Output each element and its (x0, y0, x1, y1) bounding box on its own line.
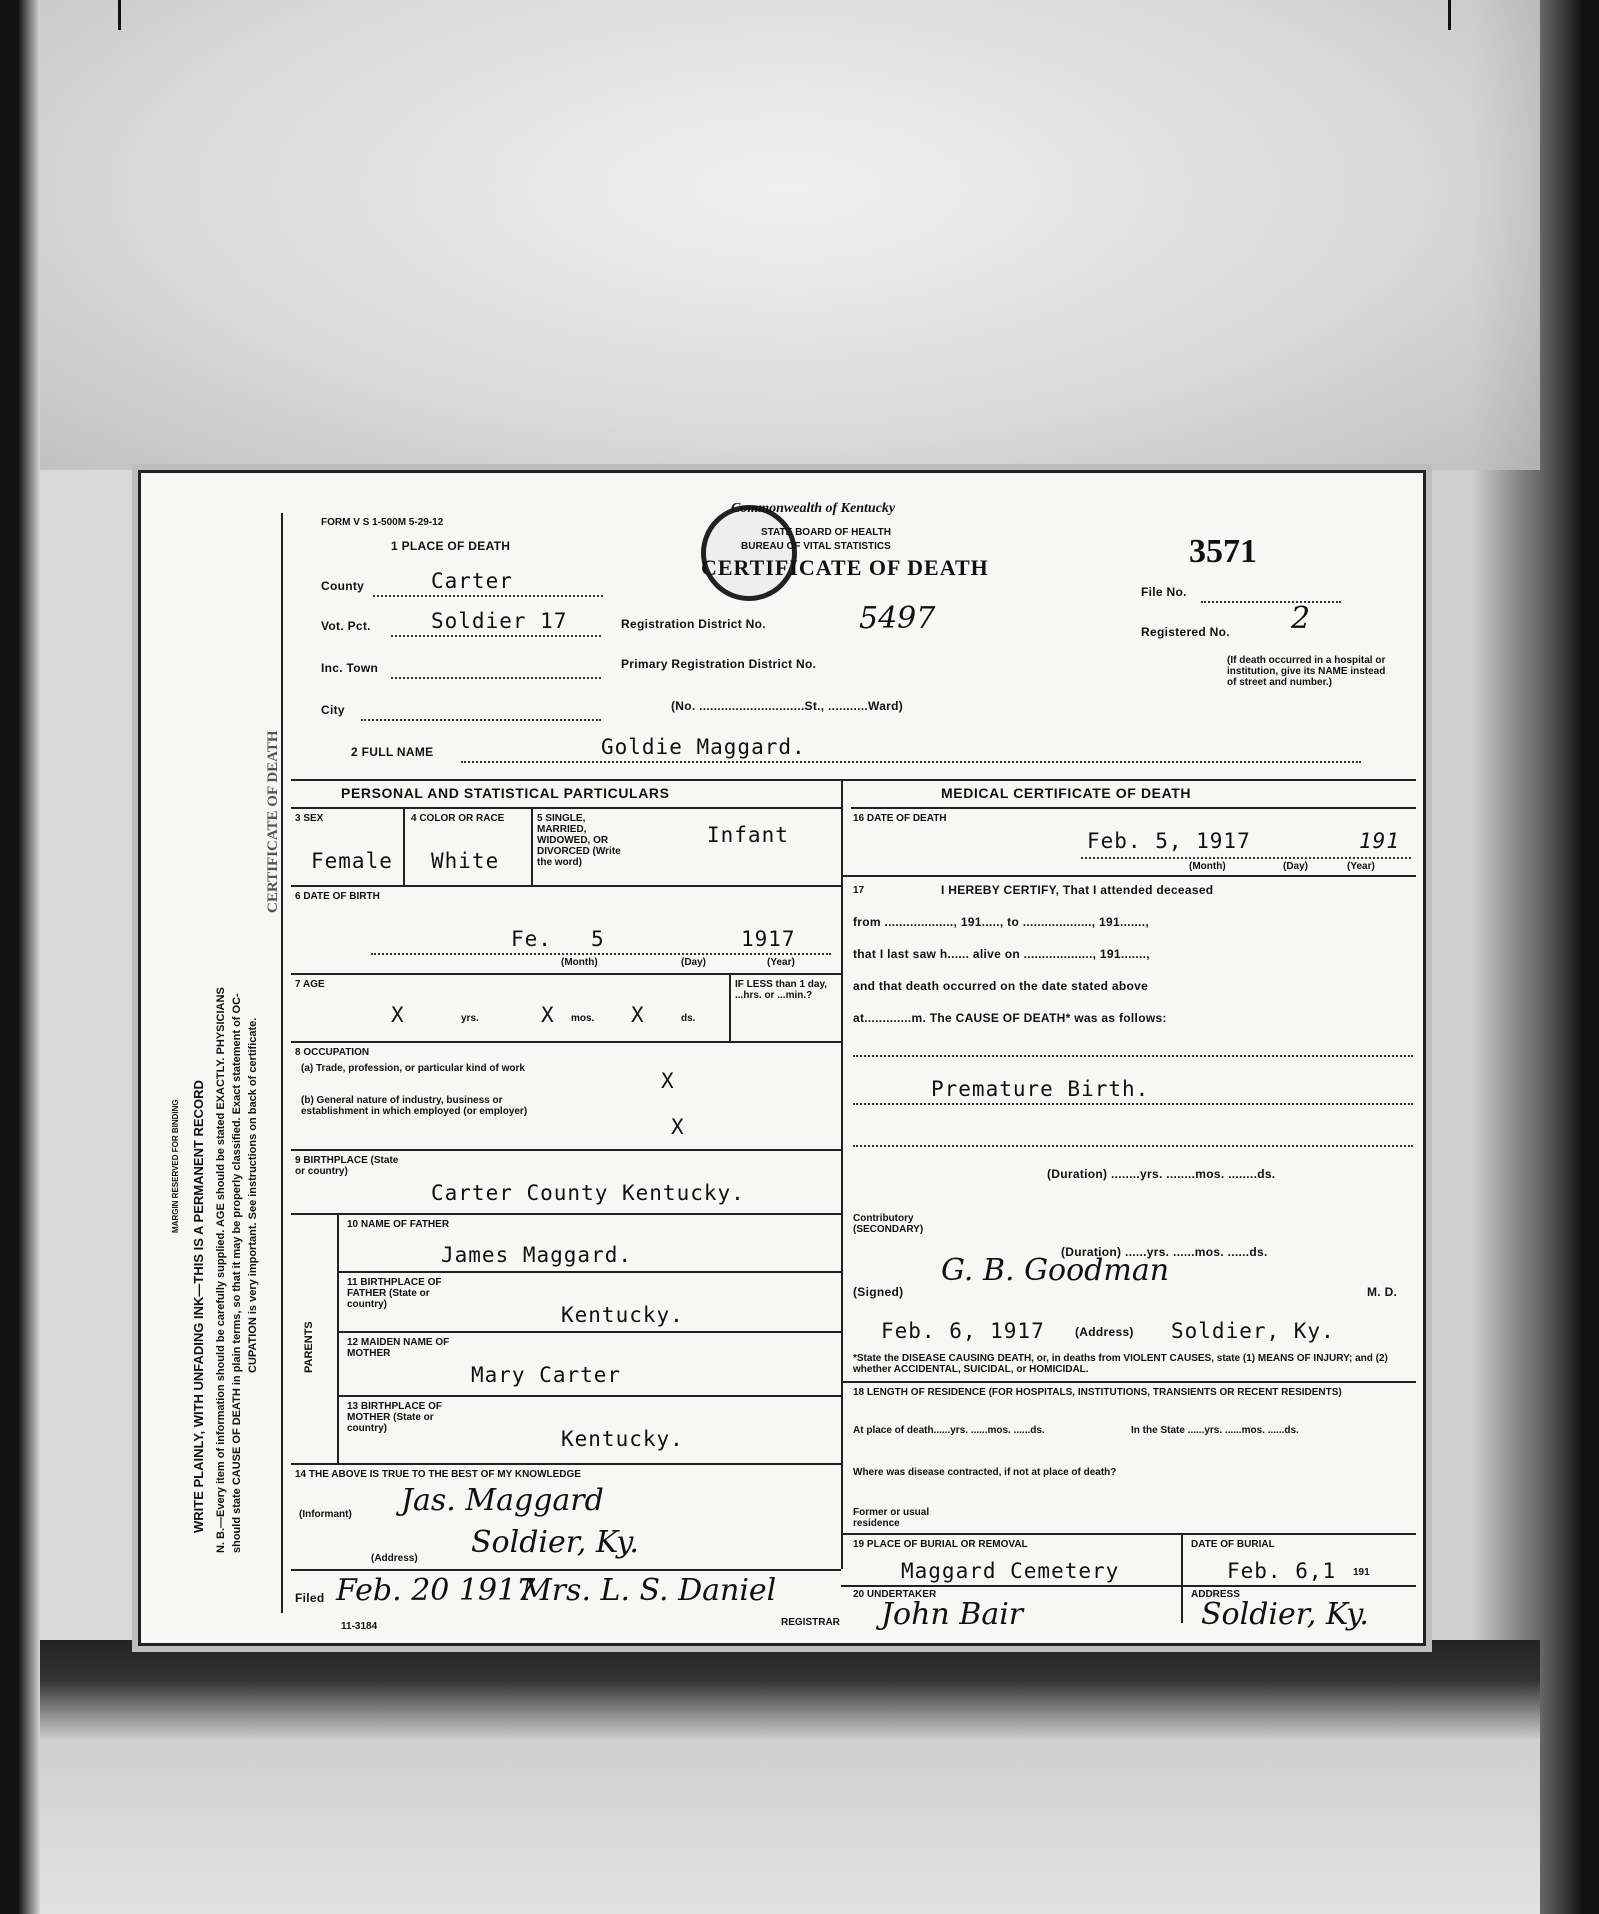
if-less-note: IF LESS than 1 day, ...hrs. or ...min.? (735, 979, 828, 1001)
file-no-line (1201, 601, 1341, 603)
date-of-death-year-suffix: 191 (1359, 829, 1400, 853)
rule (337, 1395, 841, 1397)
margin-stamp: CERTIFICATE OF DEATH (265, 730, 281, 913)
state-seal (701, 505, 797, 601)
mother-name-label: 12 MAIDEN NAME OF MOTHER (347, 1337, 450, 1359)
informant-heading: 14 THE ABOVE IS TRUE TO THE BEST OF MY KNOWLEDGE (295, 1469, 581, 1480)
vot-pct-value: Soldier 17 (431, 609, 568, 633)
residence-label: 18 LENGTH OF RESIDENCE (FOR HOSPITALS, INSTITUTIONS, TRANSIENTS OR RECENT RESIDENTS) (853, 1387, 1342, 1398)
registrar-signature: Mrs. L. S. Daniel (521, 1573, 777, 1608)
undertaker-address-label: ADDRESS (1191, 1589, 1240, 1600)
certify-text: I HEREBY CERTIFY, That I attended deceased (941, 883, 1214, 897)
hospital-note: (If death occurred in a hospital or institution, give its NAME instead of street and number.) (1227, 655, 1386, 688)
county-value: Carter (431, 569, 513, 593)
cell-divider (729, 973, 731, 1041)
dob-year: 1917 (741, 927, 796, 951)
occupation-b-value: X (671, 1115, 685, 1139)
father-birthplace-label: 11 BIRTHPLACE OF FATHER (State or country) (347, 1277, 442, 1310)
informant-address-label: (Address) (371, 1553, 418, 1564)
town-label: Inc. Town (321, 661, 379, 675)
mother-name-value: Mary Carter (471, 1363, 622, 1387)
father-name-value: James Maggard. (441, 1243, 633, 1267)
rule (841, 875, 1416, 877)
registration-district-label: Registration District No. (621, 617, 766, 631)
undertaker-label: 20 UNDERTAKER (853, 1589, 937, 1600)
burial-place-label: 19 PLACE OF BURIAL OR REMOVAL (853, 1539, 1028, 1550)
rule (337, 1271, 841, 1273)
dob-day-caption: (Day) (681, 957, 707, 968)
color-label: 4 COLOR OR RACE (411, 813, 505, 824)
file-no-label: File No. (1141, 585, 1187, 599)
primary-registration-label: Primary Registration District No. (621, 657, 817, 671)
rule (337, 1331, 841, 1333)
sex-label: 3 SEX (295, 813, 324, 824)
city-label: City (321, 703, 345, 717)
section-rule (291, 779, 1416, 781)
certify-number: 17 (853, 885, 865, 896)
rule (291, 973, 841, 975)
vot-pct-line (391, 635, 601, 637)
death-day-caption: (Day) (1283, 861, 1309, 872)
physician-signature: G. B. Goodman (941, 1253, 1170, 1288)
rule (291, 1569, 841, 1571)
burial-place-value: Maggard Cemetery (901, 1559, 1120, 1583)
md-label: M. D. (1367, 1285, 1398, 1299)
rule (841, 1381, 1416, 1383)
age-years-unit: yrs. (461, 1013, 479, 1024)
street-label: (No. .............................St., ...........Ward) (671, 699, 904, 713)
binding-line (281, 513, 283, 1613)
age-days: X (631, 1003, 645, 1027)
dob-label: 6 DATE OF BIRTH (295, 891, 380, 902)
cell-divider (1181, 1533, 1183, 1623)
residence-at-place: At place of death......yrs. ......mos. ......ds. (853, 1425, 1045, 1436)
dob-line (371, 953, 831, 955)
rule (291, 885, 841, 887)
disease-contracted-label: Where was disease contracted, if not at place of death? (853, 1467, 1117, 1478)
informant-signature: Jas. Maggard (401, 1483, 604, 1518)
occupation-a-label: (a) Trade, profession, or particular kind of work (301, 1063, 525, 1074)
mother-birthplace-label: 13 BIRTHPLACE OF MOTHER (State or country) (347, 1401, 443, 1434)
print-code: 11-3184 (341, 1621, 378, 1632)
age-months: X (541, 1003, 555, 1027)
cause-line (853, 1055, 1413, 1057)
burial-date-label: DATE OF BURIAL (1191, 1539, 1275, 1550)
date-of-death-value: Feb. 5, 1917 (1087, 829, 1251, 853)
edge-mark (1448, 0, 1451, 30)
personal-heading: PERSONAL AND STATISTICAL PARTICULARS (341, 785, 670, 801)
rule (291, 1041, 841, 1043)
birthplace-label: 9 BIRTHPLACE (State or country) (295, 1155, 399, 1177)
full-name-label: 2 FULL NAME (351, 745, 434, 759)
residence-in-state: In the State ......yrs. ......mos. ......ds. (1131, 1425, 1299, 1436)
registered-no-label: Registered No. (1141, 625, 1230, 639)
death-certificate (138, 470, 1426, 1646)
filed-label: Filed (295, 1591, 325, 1605)
father-birthplace-value: Kentucky. (561, 1303, 684, 1327)
rule (291, 1149, 841, 1151)
signed-label: (Signed) (853, 1285, 904, 1299)
dob-day: 5 (591, 927, 605, 951)
registered-no-value: 2 (1291, 601, 1311, 636)
edge-mark (118, 0, 121, 30)
town-line (391, 677, 601, 679)
sex-value: Female (311, 849, 393, 873)
cause-value: Premature Birth. (931, 1077, 1150, 1101)
rule (291, 1463, 841, 1465)
cause-line (853, 1103, 1413, 1105)
signed-date: Feb. 6, 1917 (881, 1319, 1045, 1343)
rule (291, 1213, 841, 1215)
attended-from-line: from ..................., 191....., to ..................., 191......., (853, 915, 1150, 929)
death-year-caption: (Year) (1347, 861, 1375, 872)
full-name-line (461, 761, 1361, 763)
dob-year-caption: (Year) (767, 957, 795, 968)
age-years: X (391, 1003, 405, 1027)
margin-instructions-3: CUPATION is very important. See instructions on back of certificate. (247, 1017, 259, 1373)
rule (291, 807, 841, 809)
marital-value: Infant (707, 823, 789, 847)
county-line (373, 595, 603, 597)
form-id: FORM V S 1-500M 5-29-12 (321, 517, 444, 528)
county-label: County (321, 579, 365, 593)
parents-label: PARENTS (303, 1321, 315, 1373)
registration-district-value: 5497 (859, 601, 936, 636)
filed-date: Feb. 20 1917 (336, 1573, 536, 1608)
column-divider (841, 779, 843, 1569)
scan-shadow (40, 1640, 1540, 1914)
burial-year-label: 191 (1353, 1567, 1370, 1578)
commonwealth: Commonwealth of Kentucky (731, 501, 896, 516)
informant-label: (Informant) (299, 1509, 352, 1520)
cell-divider (531, 807, 533, 885)
margin-instructions-1: N. B.—Every item of information should be carefully supplied. AGE should be stated EXACTLY. PHYSICIANS (215, 987, 227, 1553)
certificate-number: 3571 (1189, 533, 1257, 570)
margin-ink-note: WRITE PLAINLY, WITH UNFADING INK—THIS IS A PERMANENT RECORD (191, 1080, 206, 1533)
age-days-unit: ds. (681, 1013, 696, 1024)
date-of-death-line (1081, 857, 1411, 859)
former-residence-label: Former or usual residence (853, 1507, 930, 1529)
rule (851, 807, 1416, 809)
violent-causes-footnote: *State the DISEASE CAUSING DEATH, or, in deaths from VIOLENT CAUSES, state (1) MEANS OF INJURY; and (2) whether ACCIDENTAL, SUICIDAL, or HOMICIDAL. (853, 1353, 1388, 1375)
city-line (361, 719, 601, 721)
rule (841, 1585, 1416, 1587)
certificate-title: CERTIFICATE OF DEATH (701, 555, 989, 580)
occurred-line: and that death occurred on the date stated above (853, 979, 1149, 993)
date-of-death-label: 16 DATE OF DEATH (853, 813, 947, 824)
margin-binding: MARGIN RESERVED FOR BINDING (171, 1099, 180, 1233)
cause-line (853, 1145, 1413, 1147)
occupation-b-label: (b) General nature of industry, business or establishment in which employed (or employer) (301, 1095, 528, 1117)
age-months-unit: mos. (571, 1013, 595, 1024)
cell-divider (403, 807, 405, 885)
duration-line: (Duration) ........yrs. ........mos. ........ds. (1047, 1167, 1276, 1181)
margin-instructions-2: should state CAUSE OF DEATH in plain terms, so that it may be properly classified. Exact statement of OC- (231, 993, 243, 1553)
color-value: White (431, 849, 500, 873)
vot-pct-label: Vot. Pct. (321, 619, 371, 633)
physician-address-label: (Address) (1075, 1325, 1134, 1339)
death-month-caption: (Month) (1189, 861, 1226, 872)
medical-heading: MEDICAL CERTIFICATE OF DEATH (941, 785, 1192, 801)
full-name-value: Goldie Maggard. (601, 735, 806, 759)
father-name-label: 10 NAME OF FATHER (347, 1219, 450, 1230)
undertaker-signature: John Bair (881, 1597, 1024, 1632)
dob-month: Fe. (511, 927, 552, 951)
contributory-label: Contributory (SECONDARY) (853, 1213, 924, 1235)
scan-blank-area (40, 0, 1540, 470)
last-saw-line: that I last saw h...... alive on ..................., 191......., (853, 947, 1150, 961)
undertaker-address: Soldier, Ky. (1201, 1597, 1369, 1632)
age-label: 7 AGE (295, 979, 325, 990)
physician-address: Soldier, Ky. (1171, 1319, 1335, 1343)
mother-birthplace-value: Kentucky. (561, 1427, 684, 1451)
informant-address: Soldier, Ky. (471, 1525, 639, 1560)
place-of-death-heading: 1 PLACE OF DEATH (391, 539, 511, 553)
occupation-a-value: X (661, 1069, 675, 1093)
board-of-health: STATE BOARD OF HEALTH (761, 527, 891, 538)
cause-heading: at.............m. The CAUSE OF DEATH* was as follows: (853, 1011, 1167, 1025)
bureau: BUREAU OF VITAL STATISTICS (741, 541, 891, 552)
occupation-label: 8 OCCUPATION (295, 1047, 370, 1058)
registrar-label: REGISTRAR (781, 1617, 840, 1628)
contributory-duration: (Duration) ......yrs. ......mos. ......ds. (1061, 1245, 1268, 1259)
burial-date-value: Feb. 6,1 (1227, 1559, 1337, 1583)
marital-label: 5 SINGLE, MARRIED, WIDOWED, OR DIVORCED (Write the word) (537, 813, 621, 868)
rule (841, 1533, 1416, 1535)
dob-month-caption: (Month) (561, 957, 598, 968)
birthplace-value: Carter County Kentucky. (431, 1181, 745, 1205)
parents-divider (337, 1213, 339, 1463)
